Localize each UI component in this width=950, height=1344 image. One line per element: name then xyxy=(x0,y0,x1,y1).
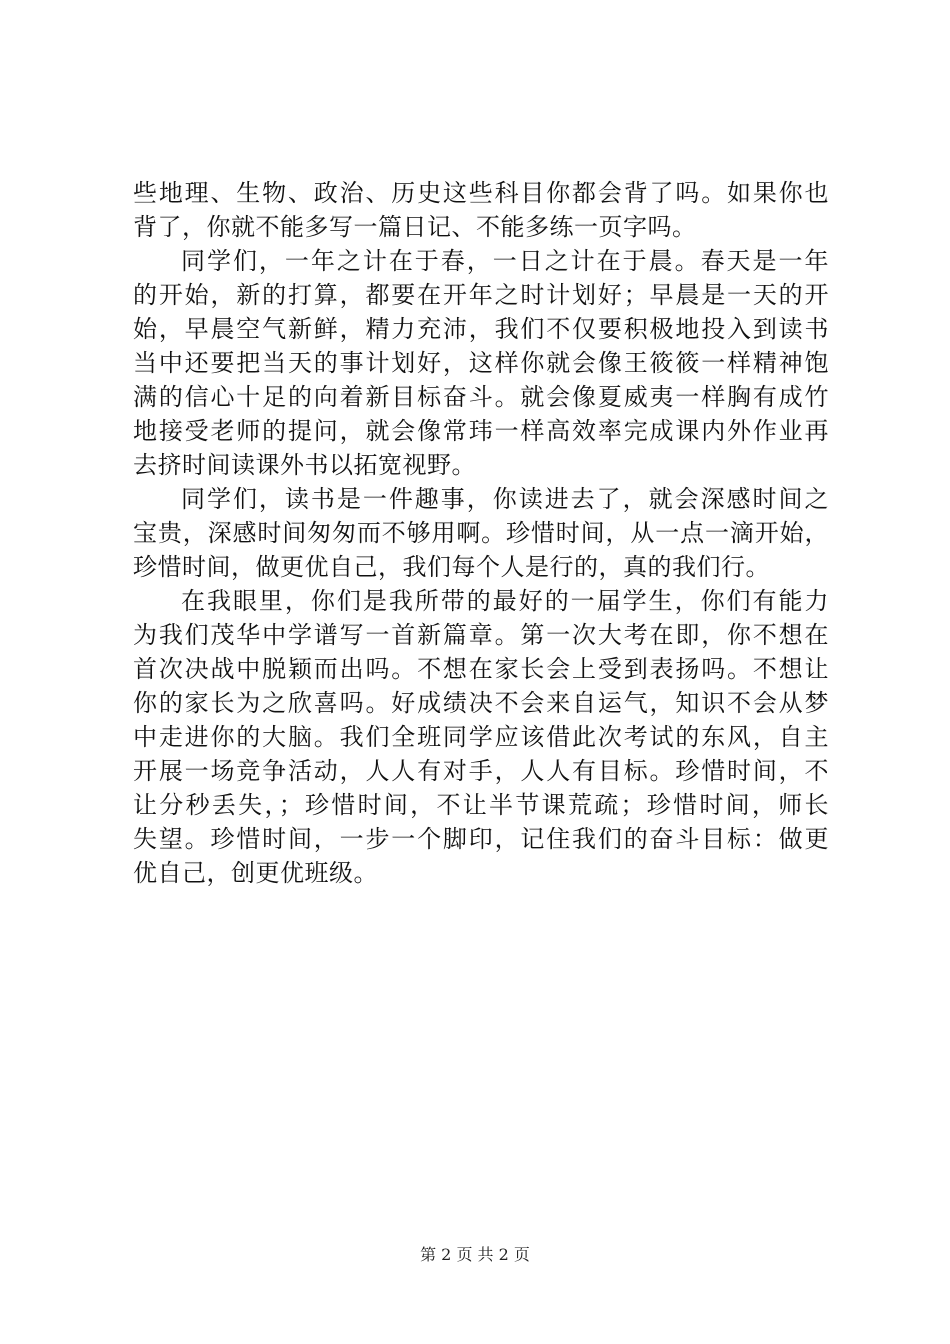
text-line: 珍惜时间，做更优自己，我们每个人是行的，真的我们行。 xyxy=(133,553,770,581)
text-line: 当中还要把当天的事计划好，这样你就会像王筱筱一样精神饱 xyxy=(133,349,829,377)
text-line: 背了，你就不能多写一篇日记、不能多练一页字吗。 xyxy=(133,213,697,241)
body-text xyxy=(133,176,829,890)
paragraph-start-line: 同学们，一年之计在于春，一日之计在于晨。春天是一年 xyxy=(181,247,829,275)
page-footer: 第 2 页 共 2 页 xyxy=(420,1245,530,1264)
text-line: 你的家长为之欣喜吗。好成绩决不会来自运气，知识不会从梦 xyxy=(133,689,829,717)
text-line: 开展一场竞争活动，人人有对手，人人有目标。珍惜时间，不 xyxy=(133,757,829,785)
text-line: 去挤时间读课外书以拓宽视野。 xyxy=(133,451,476,479)
text-line: 满的信心十足的向着新目标奋斗。就会像夏威夷一样胸有成竹 xyxy=(133,383,829,411)
text-line: 宝贵，深感时间匆匆而不够用啊。珍惜时间，从一点一滴开始， xyxy=(133,519,829,547)
paragraph-start-line: 同学们，读书是一件趣事，你读进去了，就会深感时间之 xyxy=(181,485,829,513)
paragraph-start-line: 在我眼里，你们是我所带的最好的一届学生，你们有能力 xyxy=(181,587,829,615)
text-line: 地接受老师的提问，就会像常玮一样高效率完成课内外作业再 xyxy=(133,417,829,445)
text-line: 的开始，新的打算，都要在开年之时计划好；早晨是一天的开 xyxy=(133,281,829,309)
text-line: 让分秒丢失，；珍惜时间，不让半节课荒疏；珍惜时间，师长 xyxy=(133,791,829,819)
text-line: 中走进你的大脑。我们全班同学应该借此次考试的东风，自主 xyxy=(133,723,829,751)
text-line: 些地理、生物、政治、历史这些科目你都会背了吗。如果你也 xyxy=(133,179,829,207)
text-line: 优自己，创更优班级。 xyxy=(133,859,378,887)
text-line: 失望。珍惜时间，一步一个脚印，记住我们的奋斗目标：做更 xyxy=(133,825,829,853)
text-line: 首次决战中脱颖而出吗。不想在家长会上受到表扬吗。不想让 xyxy=(133,655,829,683)
text-line: 始，早晨空气新鲜，精力充沛，我们不仅要积极地投入到读书 xyxy=(133,315,829,343)
text-line: 为我们茂华中学谱写一首新篇章。第一次大考在即，你不想在 xyxy=(133,621,829,649)
